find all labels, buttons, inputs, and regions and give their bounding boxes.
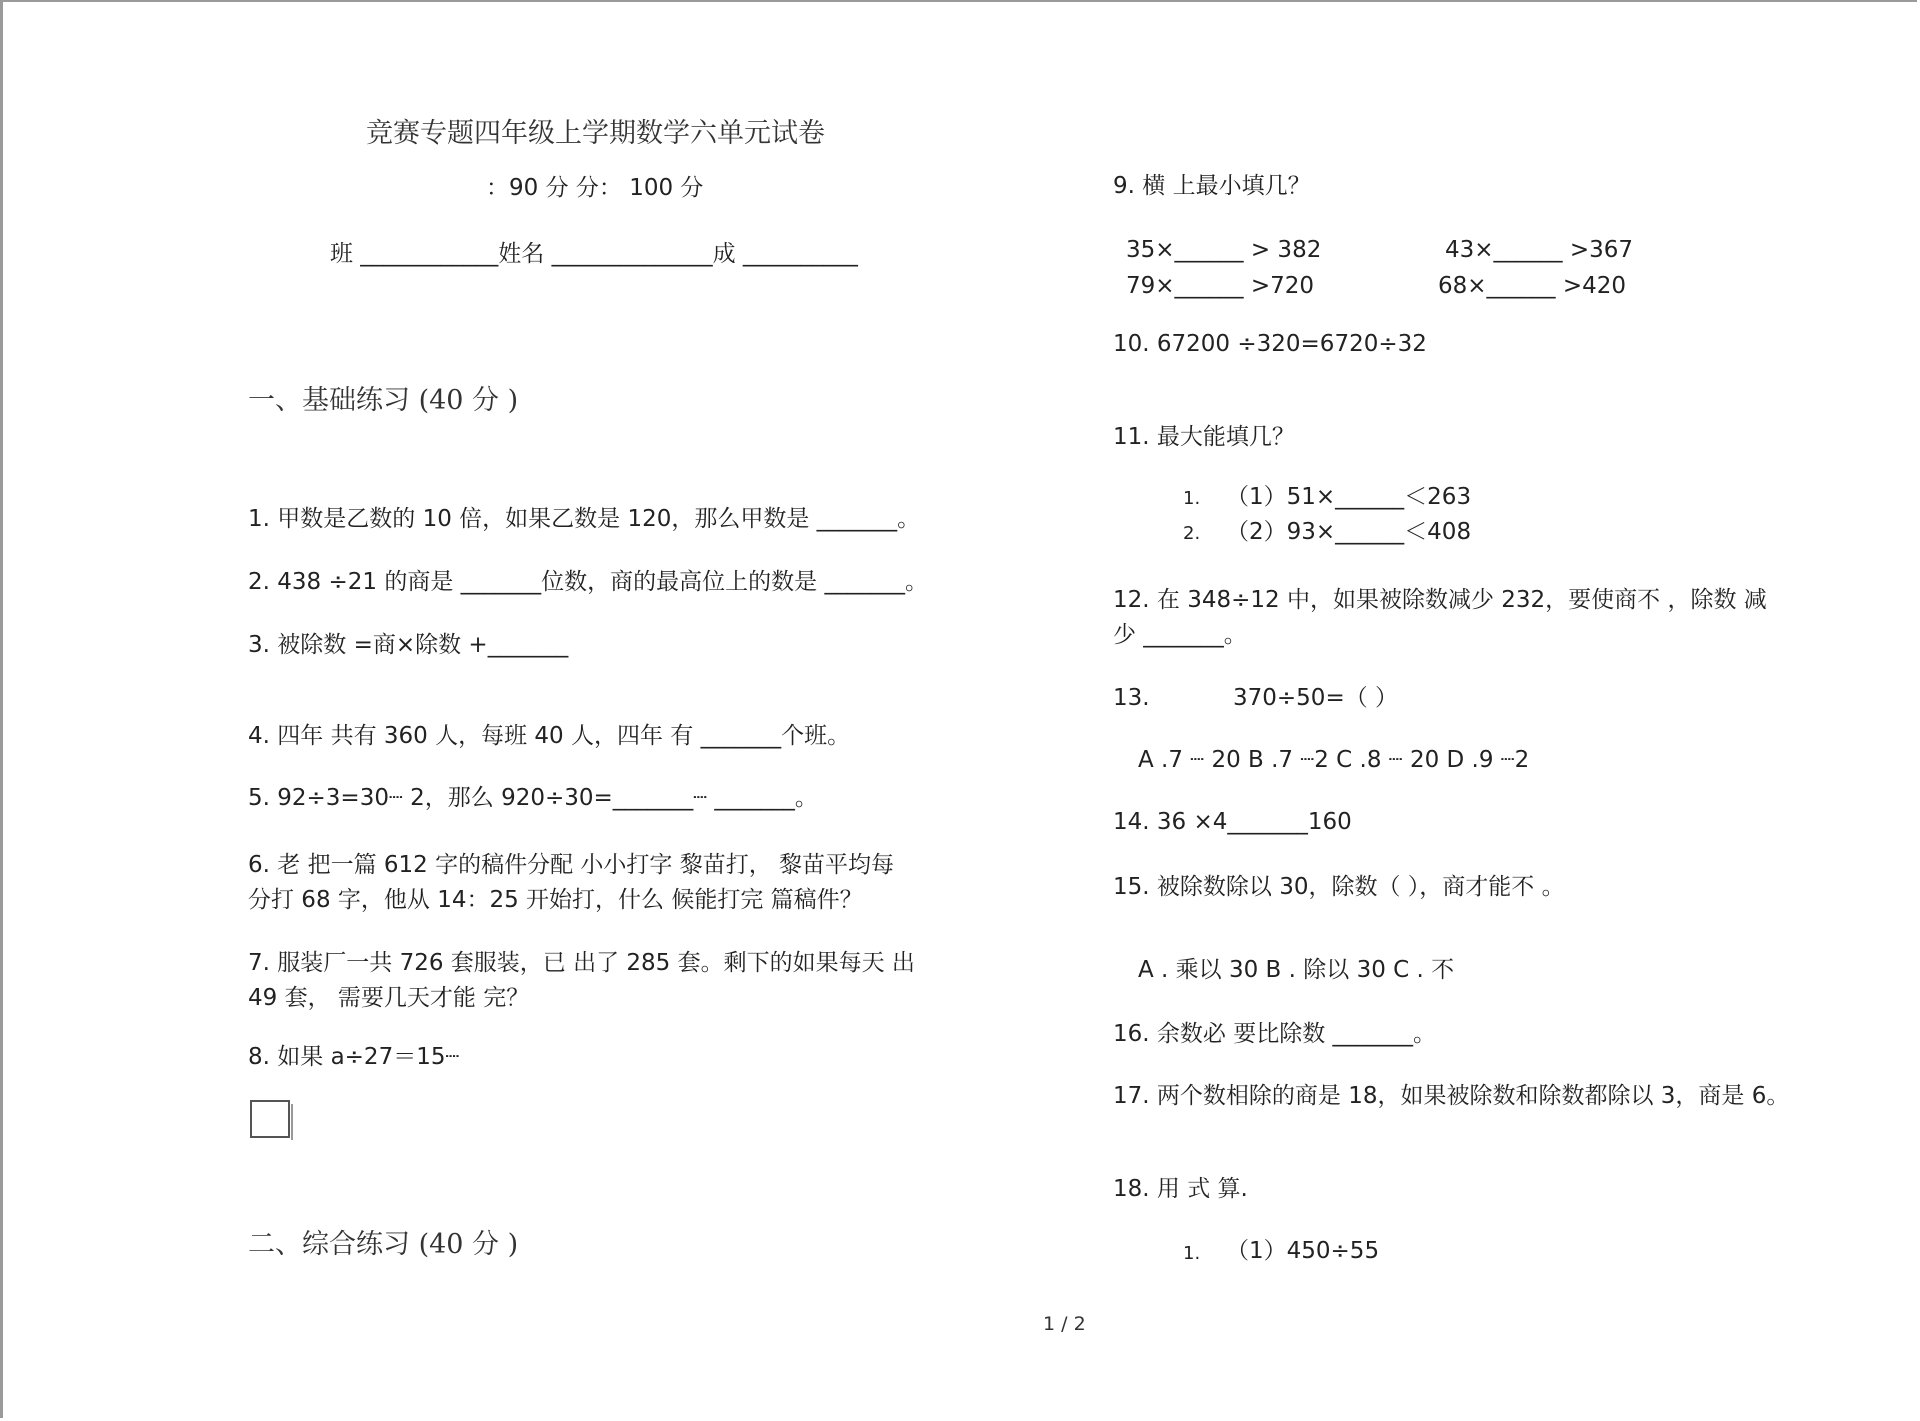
question-9-row-1-b: 43×______ >367 — [1445, 237, 1634, 263]
question-13-options: A .7 ┈ 20 B .7 ┈2 C .8 ┈ 20 D .9 ┈2 — [1138, 747, 1530, 773]
question-11-item-1: （1）51×______＜263 — [1226, 484, 1472, 510]
question-9-row-2-a: 79×______ >720 — [1126, 273, 1315, 299]
student-info-line: 班 ____________姓名 ______________成 __________ — [330, 241, 858, 267]
question-2: 2. 438 ÷21 的商是 _______位数，商的最高位上的数是 _______。 — [248, 569, 928, 595]
question-5: 5. 92÷3=30┈ 2，那么 920÷30=_______┈ _______。 — [248, 785, 818, 811]
question-9-row-1-a: 35×______ > 382 — [1126, 237, 1322, 263]
question-6-line-2: 分打 68 字，他从 14：25 开始打，什么 候能打完 篇稿件？ — [248, 887, 863, 913]
page-number: 1 / 2 — [1043, 1313, 1086, 1335]
question-11-item-1-number: 1. — [1183, 488, 1201, 509]
question-1: 1. 甲数是乙数的 10 倍，如果乙数是 120，那么甲数是 _______。 — [248, 506, 921, 532]
question-3: 3. 被除数 =商×除数 +_______ — [248, 632, 569, 658]
question-18-item-1-number: 1. — [1183, 1243, 1201, 1264]
question-9-row-2-b: 68×______ >420 — [1438, 273, 1627, 299]
question-11-item-2-number: 2. — [1183, 523, 1201, 544]
question-7-line-1: 7. 服装厂一共 726 套服装，已 出了 285 套。剩下的如果每天 出 — [248, 950, 915, 976]
question-7-line-2: 49 套， 需要几天才能 完？ — [248, 985, 530, 1011]
question-6-line-1: 6. 老 把一篇 612 字的稿件分配 小小打字 黎苗打， 黎苗平均每 — [248, 852, 895, 878]
question-11-item-2: （2）93×______＜408 — [1226, 519, 1472, 545]
question-14: 14. 36 ×4_______160 — [1113, 809, 1352, 835]
question-18: 18. 用 式 算. — [1113, 1176, 1248, 1202]
question-4: 4. 四年 共有 360 人，每班 40 人，四年 有 _______个班。 — [248, 723, 851, 749]
exam-title: 竞赛专题四年级上学期数学六单元试卷 — [366, 118, 825, 149]
section-comprehensive-practice: 二、综合练习 (40 分 ) — [248, 1229, 519, 1260]
exam-time-score: ：90 分 分： 100 分 — [486, 175, 704, 201]
question-12-line-1: 12. 在 348÷12 中，如果被除数减少 232，要使商不 ，除数 减 — [1113, 587, 1767, 613]
question-12-line-2: 少 _______。 — [1113, 622, 1247, 648]
section-basic-practice: 一、基础练习 (40 分 ) — [248, 385, 519, 416]
question-17: 17. 两个数相除的商是 18，如果被除数和除数都除以 3，商是 6。 — [1113, 1083, 1790, 1109]
question-11: 11. 最大能填几？ — [1113, 424, 1295, 450]
question-18-item-1: （1）450÷55 — [1226, 1238, 1380, 1264]
question-13-number: 13. — [1113, 685, 1150, 711]
question-10: 10. 67200 ÷320=6720÷32 — [1113, 331, 1427, 357]
question-8: 8. 如果 a÷27＝15┈ — [248, 1044, 460, 1070]
question-15: 15. 被除数除以 30，除数（ ），商才能不 。 — [1113, 874, 1565, 900]
question-9: 9. 横 上最小填几？ — [1113, 173, 1311, 199]
answer-box — [250, 1100, 290, 1138]
question-15-options: A . 乘以 30 B . 除以 30 C . 不 — [1138, 957, 1455, 983]
question-16: 16. 余数必 要比除数 _______。 — [1113, 1021, 1437, 1047]
question-13: 370÷50=（ ） — [1233, 685, 1399, 711]
